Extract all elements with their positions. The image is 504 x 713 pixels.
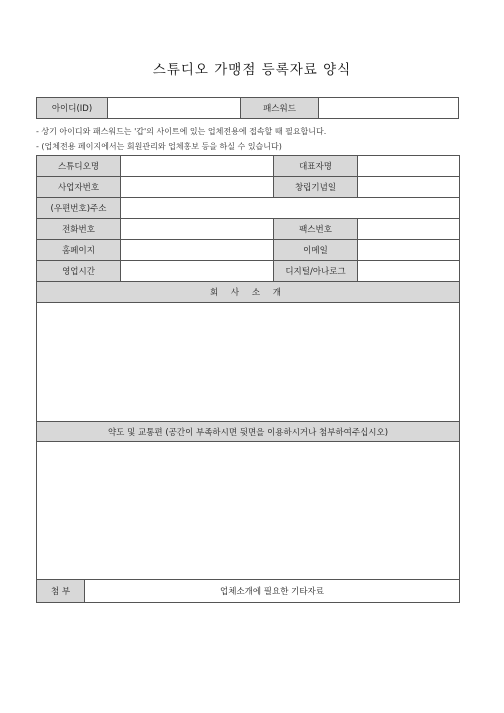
note-line: - (업체전용 페이지에서는 회원관리와 업체홍보 등을 하실 수 있습니다) [36, 142, 282, 151]
fax-label: 팩스번호 [274, 219, 358, 240]
business-hours-label: 영업시간 [37, 261, 121, 282]
password-field[interactable] [319, 98, 459, 119]
representative-field[interactable] [358, 156, 460, 177]
homepage-field[interactable] [121, 240, 274, 261]
representative-label: 대표자명 [274, 156, 358, 177]
business-number-label: 사업자번호 [37, 177, 121, 198]
founding-date-field[interactable] [358, 177, 460, 198]
business-number-field[interactable] [121, 177, 274, 198]
notes [36, 124, 326, 154]
email-field[interactable] [358, 240, 460, 261]
company-intro-header: 회 사 소 개 [37, 282, 460, 303]
address-label: (우편번호)주소 [37, 198, 121, 219]
email-label: 이메일 [274, 240, 358, 261]
id-label: 아이디(ID) [37, 98, 108, 119]
note-line: - 상기 아이디와 패스워드는 '갑'의 사이트에 있는 업체전용에 접속할 때 필요합니다. [36, 127, 327, 136]
phone-label: 전화번호 [37, 219, 121, 240]
password-label: 패스워드 [241, 98, 319, 119]
login-info-table [36, 97, 459, 119]
attachment-label: 첨 부 [37, 580, 85, 603]
company-intro-field[interactable] [37, 303, 460, 422]
business-hours-field[interactable] [121, 261, 274, 282]
fax-field[interactable] [358, 219, 460, 240]
map-transport-header: 약도 및 교통편 (공간이 부족하시면 뒷면을 이용하시거나 첨부하여주십시오) [37, 422, 460, 442]
phone-field[interactable] [121, 219, 274, 240]
homepage-label: 홈페이지 [37, 240, 121, 261]
page-title: 스튜디오 가맹점 등록자료 양식 [152, 62, 352, 78]
studio-name-field[interactable] [121, 156, 274, 177]
digital-analog-field[interactable] [358, 261, 460, 282]
digital-analog-label: 디지털/아나로그 [274, 261, 358, 282]
id-field[interactable] [108, 98, 241, 119]
attachment-field[interactable]: 업체소개에 필요한 기타자료 [85, 580, 460, 603]
registration-form-table [36, 155, 460, 603]
studio-name-label: 스튜디오명 [37, 156, 121, 177]
founding-date-label: 창립기념일 [274, 177, 358, 198]
address-field[interactable] [121, 198, 460, 219]
map-transport-field[interactable] [37, 442, 460, 580]
